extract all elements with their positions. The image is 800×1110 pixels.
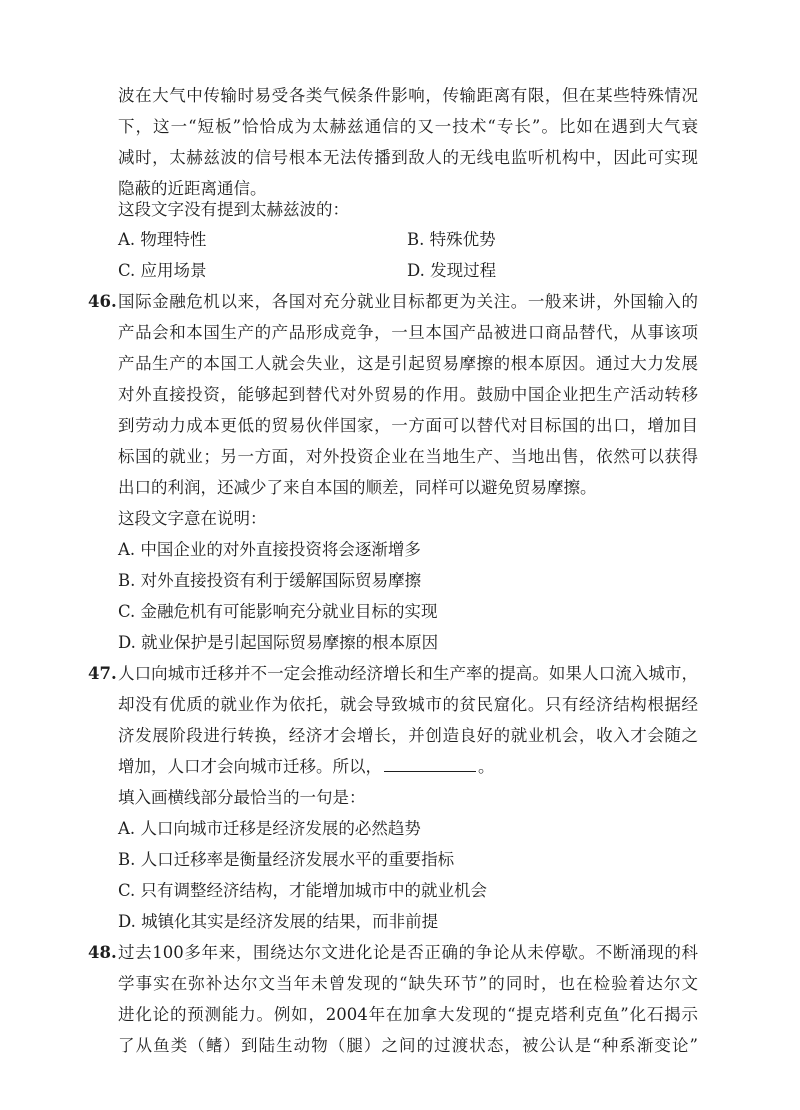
q46-passage-line-6: 标国的就业；另一方面，对外投资企业在当地生产、当地出售，依然可以获得: [118, 447, 698, 466]
q47-option-c: C. 只有调整经济结构，才能增加城市中的就业机会: [118, 881, 488, 900]
q47-option-b: B. 人口迁移率是衡量经济发展水平的重要指标: [118, 850, 455, 869]
q45-passage-line-1: 波在大气中传输时易受各类气候条件影响，传输距离有限，但在某些特殊情况: [118, 86, 698, 105]
q47-line4-text: 增加，人口才会向城市迁移。所以，: [118, 757, 382, 776]
q46-passage-line-3: 产品生产的本国工人就会失业，这是引起贸易摩擦的根本原因。通过大力发展: [118, 354, 698, 373]
q45-option-c: C. 应用场景: [118, 261, 207, 280]
q46-passage-line-2: 产品会和本国生产的产品形成竞争，一旦本国产品被进口商品替代，从事该项: [118, 323, 698, 342]
q47-passage-line-3: 济发展阶段进行转换，经济才会增长，并创造良好的就业机会，收入才会随之: [118, 726, 698, 745]
q48-passage-line-3: 进化论的预测能力。例如，2004年在加拿大发现的“提克塔利克鱼”化石揭示: [118, 1005, 698, 1024]
q45-prompt: 这段文字没有提到太赫兹波的：: [118, 200, 349, 219]
q46-number: 46.: [88, 292, 117, 311]
q48-passage-line-1: 过去100多年来，围绕达尔文进化论是否正确的争论从未停歇。不断涌现的科: [118, 943, 698, 962]
q47-passage-line-1: 人口向城市迁移并不一定会推动经济增长和生产率的提高。如果人口流入城市，: [118, 664, 698, 683]
q45-passage-line-2: 下，这一“短板”恰恰成为太赫兹通信的又一技术“专长”。比如在遇到大气衰: [118, 117, 698, 136]
q47-number: 47.: [88, 664, 117, 683]
q47-option-d: D. 城镇化其实是经济发展的结果，而非前提: [118, 912, 439, 931]
q45-option-b: B. 特殊优势: [407, 230, 496, 249]
q46-option-b: B. 对外直接投资有利于缓解国际贸易摩擦: [118, 571, 422, 590]
q46-passage-line-5: 到劳动力成本更低的贸易伙伴国家，一方面可以替代对目标国的出口，增加目: [118, 416, 698, 435]
q46-passage-line-7: 出口的利润，还减少了来自本国的顺差，同样可以避免贸易摩擦。: [118, 478, 597, 497]
q47-option-a: A. 人口向城市迁移是经济发展的必然趋势: [118, 819, 421, 838]
q46-passage-line-4: 对外直接投资，能够起到替代对外贸易的作用。鼓励中国企业把生产活动转移: [118, 385, 698, 404]
q48-number: 48.: [88, 943, 117, 962]
q46-option-c: C. 金融危机有可能影响充分就业目标的实现: [118, 602, 438, 621]
q47-passage-line-2: 却没有优质的就业作为依托，就会导致城市的贫民窟化。只有经济结构根据经: [118, 695, 698, 714]
q45-passage-line-3: 减时，太赫兹波的信号根本无法传播到敌人的无线电监听机构中，因此可实现: [118, 148, 698, 167]
q47-passage-line-4: [118, 757, 698, 777]
q47-fill-blank: [384, 757, 476, 772]
q46-passage-line-1: 国际金融危机以来，各国对充分就业目标都更为关注。一般来讲，外国输入的: [118, 292, 698, 311]
q47-prompt: 填入画横线部分最恰当的一句是：: [118, 788, 366, 807]
q48-passage-line-4: 了从鱼类（鳍）到陆生动物（腿）之间的过渡状态，被公认是“种系渐变论”: [118, 1036, 698, 1055]
q48-passage-line-2: 学事实在弥补达尔文当年未曾发现的“缺失环节”的同时，也在检验着达尔文: [118, 974, 698, 993]
q47-line4-end: 。: [478, 757, 495, 776]
q46-prompt: 这段文字意在说明：: [118, 509, 267, 528]
q46-option-d: D. 就业保护是引起国际贸易摩擦的根本原因: [118, 633, 439, 652]
q46-option-a: A. 中国企业的对外直接投资将会逐渐增多: [118, 540, 421, 559]
q45-passage-line-4: 隐蔽的近距离通信。: [118, 179, 267, 198]
q45-option-d: D. 发现过程: [407, 261, 497, 280]
q45-option-a: A. 物理特性: [118, 230, 207, 249]
